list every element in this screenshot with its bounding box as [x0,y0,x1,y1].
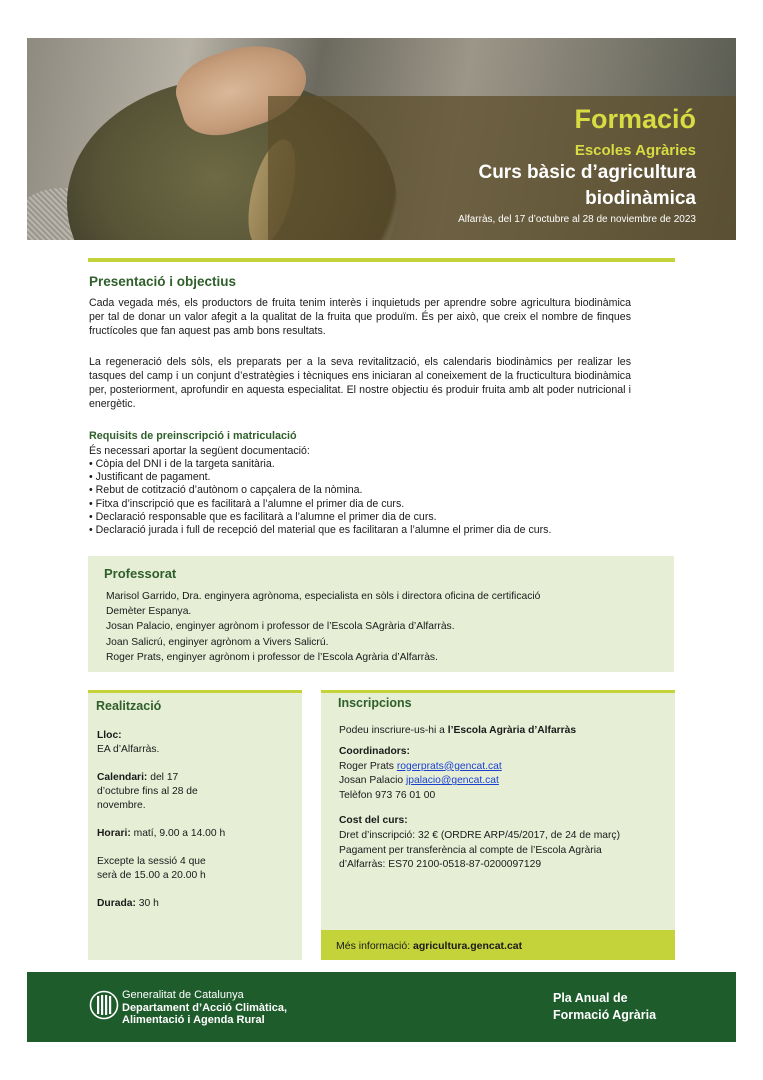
teacher-line: Josan Palacio, enginyer agrònom i professor de l’Escola SAgrària d’Alfarràs. [106,621,455,633]
registration-details [339,724,669,873]
list-item: • Declaració responsable que es facilitarà a l’alumne el primer dia de curs. [89,511,551,524]
department-line-1: Departament d’Acció Climàtica, [122,1002,288,1014]
government-name: Generalitat de Catalunya [122,989,244,1001]
realization-accent-bar [88,690,302,693]
schedule-label: Horari: [97,828,131,839]
registration-heading: Inscripcions [338,696,412,710]
list-item: • Fitxa d’inscripció que es facilitarà a l’alumne el primer dia de curs. [89,498,551,511]
requirements-intro: És necessari aportar la següent documentació: [89,445,310,457]
course-dates: Alfarràs, del 17 d’octubre al 28 de noviembre de 2023 [458,214,696,225]
plan-title-line-1: Pla Anual de [553,991,628,1005]
registration-accent-bar [321,690,675,693]
duration-label: Durada: [97,898,136,909]
header-subtitle: Escoles Agràries [574,142,696,159]
calendar-value-line-3: novembre. [97,800,146,811]
coordinator-email-link[interactable]: jpalacio@gencat.cat [405,775,499,787]
teacher-line: Roger Prats, enginyer agrònom i professor de l’Escola Agrària d’Alfarràs. [106,651,438,663]
header-title: Formació [574,104,696,134]
payment-line-2: d’Alfarràs: ES70 2100-0518-87-0200097129 [339,859,542,871]
list-item: • Justificant de pagament. [89,471,551,484]
requirements-heading: Requisits de preinscripció i matriculació [89,430,297,442]
realization-details [97,729,287,911]
more-info-prefix: Més informació: [336,940,414,952]
calendar-value-line-2: d’octubre fins al 28 de [97,786,198,797]
phone-number: Telèfon 973 76 01 00 [339,790,436,802]
list-item: • Còpia del DNI i de la targeta sanitària. [89,458,551,471]
header-photo [27,38,736,240]
school-name: l’Escola Agrària d’Alfarràs [447,725,577,736]
more-info-link[interactable]: agricultura.gencat.cat [413,940,523,952]
intro-paragraph-2: La regeneració dels sòls, els preparats per a la seva revitalització, els calendaris biodinàmics per realizar les tasques del camp i un conjunt d’estratègies i tècniques ens iniciaran al coneixement de la fructicultura biodinàmica per, posteriorment, aprofundir en aquesta especialitat. El nostre objectiu és produir fruita amb alt poder nutricional i energètic. [89,356,631,410]
calendar-label: Calendari: [97,772,148,783]
place-value: EA d’Alfarràs. [97,744,160,755]
generalitat-logo-icon [89,990,119,1020]
coordinator-name: Josan Palacio [339,775,406,787]
teacher-line: Demèter Espanya. [106,606,192,618]
coordinator-email-link[interactable]: rogerprats@gencat.cat [396,760,502,772]
course-title-line-1: Curs bàsic d’agricultura [478,162,696,183]
place-label: Lloc: [97,730,122,741]
intro-heading: Presentació i objectius [89,274,237,289]
exception-line-1: Excepte la sessió 4 que [97,856,206,867]
exception-line-2: serà de 15.00 a 20.00 h [97,870,206,881]
plan-title-line-2: Formació Agrària [553,1008,657,1022]
coordinators-label: Coordinadors: [339,745,410,757]
course-title-line-2: biodinàmica [585,188,696,209]
department-line-2: Alimentació i Agenda Rural [122,1014,265,1026]
schedule-value: matí, 9.00 a 14.00 h [130,828,226,839]
intro-paragraph-1: Cada vegada més, els productors de fruita tenim interès i inquietuds per aprendre sobre agricultura biodinàmica per tal de donar un valor afegit a la qualitat de la fruita que produïm. És per això, que creix el nombre de finques fructícoles que fan aquest pas amb bons resultats. [89,297,631,337]
realization-heading: Realització [96,699,162,713]
payment-line-1: Pagament per transferència al compte de l’Escola Agrària [339,844,602,856]
duration-value: 30 h [135,898,159,909]
section-divider [88,258,675,262]
list-item: • Declaració jurada i full de recepció del material que es facilitaran a l’alumne el primer dia de curs. [89,524,551,537]
coordinator-name: Roger Prats [339,760,397,772]
cost-value: Dret d’inscripció: 32 € (ORDRE ARP/45/2017, de 24 de març) [339,829,621,841]
list-item: • Rebut de cotització d’autònom o capçalera de la nòmina. [89,484,551,497]
teacher-line: Joan Salicrú, enginyer agrònom a Vivers Salicrú. [106,636,329,648]
more-info-text [336,940,522,952]
teachers-list [106,589,540,665]
cost-label: Cost del curs: [339,814,408,826]
teachers-heading: Professorat [104,566,177,581]
registration-intro: Podeu inscriure-us-hi a [339,725,448,736]
calendar-value: del 17 [147,772,179,783]
teacher-line: Marisol Garrido, Dra. enginyera agrònoma, especialista en sòls i directora oficina de certificació [106,591,541,602]
requirements-list [89,458,551,537]
